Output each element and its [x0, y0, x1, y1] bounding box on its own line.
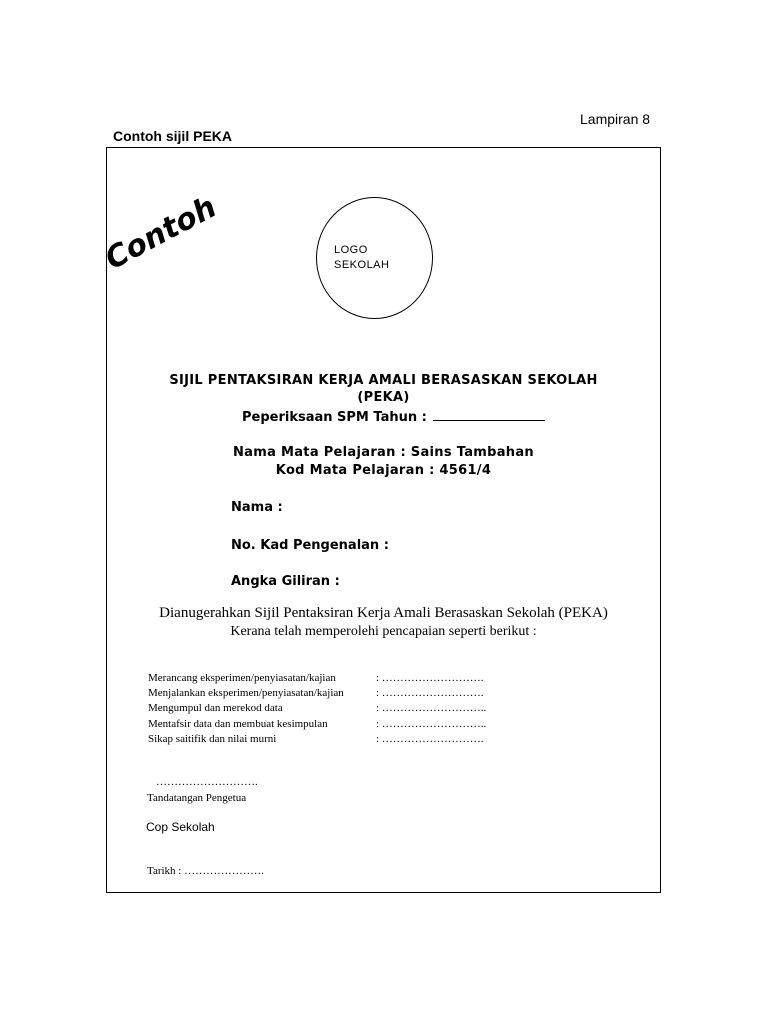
- subject-code: Kod Mata Pelajaran : 4561/4: [275, 463, 492, 478]
- signature-label: Tandatangan Pengetua: [147, 792, 247, 804]
- exam-year-line: [242, 408, 545, 425]
- logo-label-line1: LOGO: [334, 244, 368, 256]
- appendix-label: Lampiran 8: [580, 111, 651, 127]
- criterion-row: [148, 717, 486, 732]
- criterion-row: [148, 732, 484, 747]
- criterion-value: : ……………………….: [376, 687, 484, 699]
- criterion-label: Merancang eksperimen/penyiasatan/kajian: [148, 672, 336, 684]
- criterion-value: : ……………………….: [376, 672, 484, 684]
- criterion-row: [148, 671, 484, 686]
- exam-year-label: Peperiksaan SPM Tahun :: [242, 410, 427, 425]
- criterion-label: Menjalankan eksperimen/penyiasatan/kajian: [148, 687, 344, 699]
- exam-year-blank[interactable]: [433, 408, 545, 421]
- logo-label: [334, 243, 414, 273]
- criterion-value: : ………………………..: [376, 718, 487, 730]
- date-line: Tarikh : ………………….: [147, 865, 264, 877]
- criterion-value: : ……………………….: [376, 733, 484, 745]
- award-reason: Kerana telah memperolehi pencapaian seperti berikut :: [230, 624, 537, 639]
- criterion-row: [148, 701, 486, 716]
- school-stamp-label: Cop Sekolah: [146, 820, 215, 834]
- criterion-row: [148, 686, 484, 701]
- criterion-value: : ………………………..: [376, 702, 487, 714]
- criterion-label: Mentafsir data dan membuat kesimpulan: [148, 718, 328, 730]
- certificate-subtitle: (PEKA): [357, 390, 410, 405]
- award-statement: Dianugerahkan Sijil Pentaksiran Kerja Amali Berasaskan Sekolah (PEKA): [159, 605, 608, 621]
- logo-label-line2: SEKOLAH: [334, 259, 390, 271]
- watermark-text: Contoh: [99, 189, 223, 277]
- criterion-label: Sikap saitifik dan nilai murni: [148, 733, 277, 745]
- criterion-label: Mengumpul dan merekod data: [148, 702, 283, 714]
- index-field-label: Angka Giliran :: [231, 574, 340, 589]
- signature-line: ……………………….: [156, 776, 258, 788]
- name-field-label: Nama :: [231, 500, 283, 515]
- certificate-title: SIJIL PENTAKSIRAN KERJA AMALI BERASASKAN SEKOLAH: [169, 373, 598, 388]
- ic-field-label: No. Kad Pengenalan :: [231, 538, 389, 553]
- document-title: Contoh sijil PEKA: [113, 128, 232, 144]
- subject-name: Nama Mata Pelajaran : Sains Tambahan: [233, 445, 534, 460]
